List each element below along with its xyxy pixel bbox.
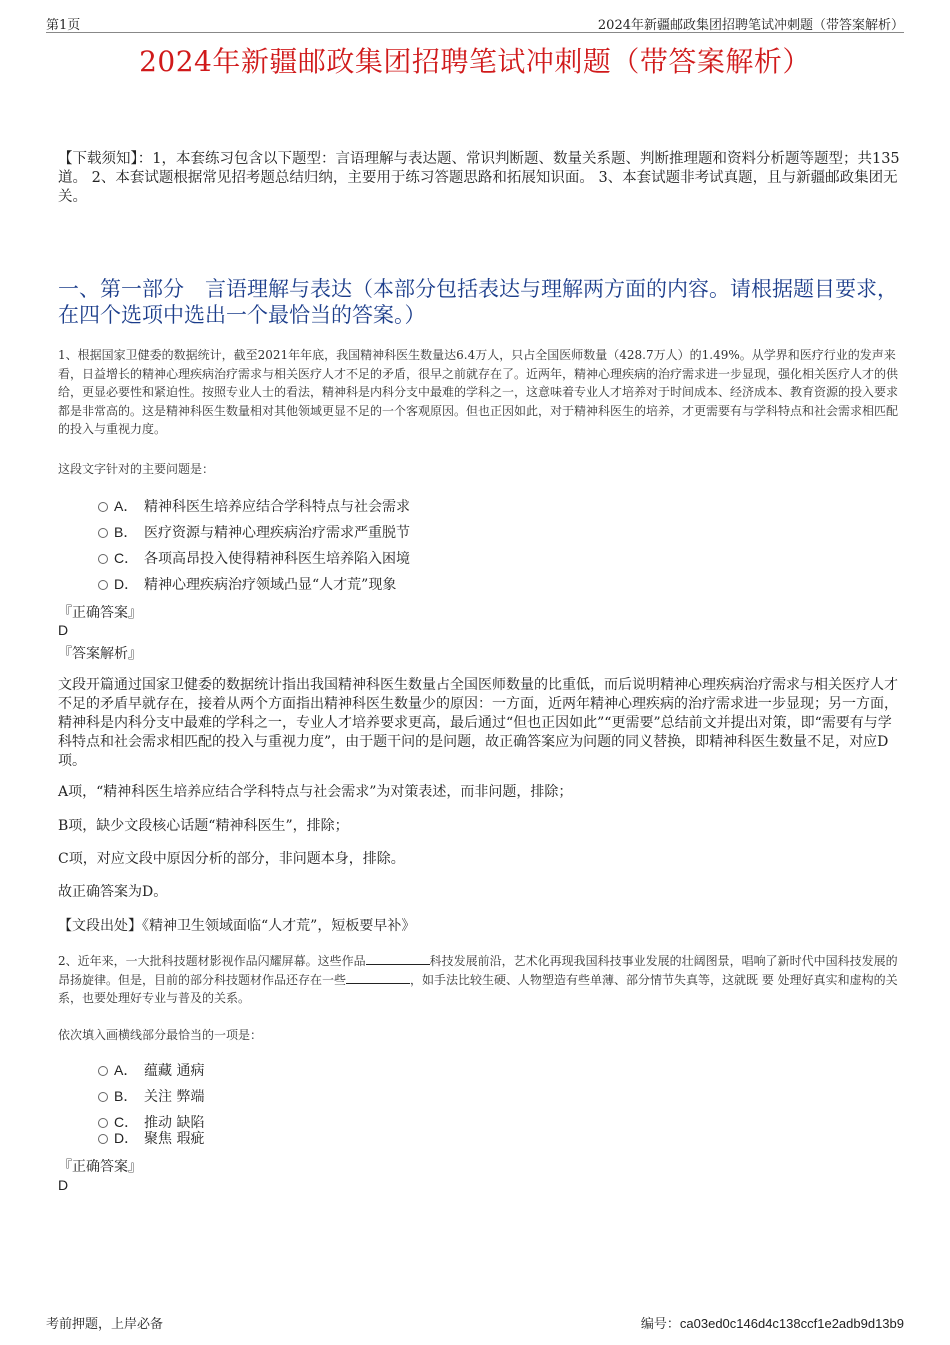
option-text: 关注 弊端 bbox=[144, 1089, 205, 1105]
option-letter: B． bbox=[114, 1088, 138, 1104]
section-heading: 一、第一部分 言语理解与表达（本部分包括表达与理解两方面的内容。请根据题目要求，在四个选项中选出一个最恰当的答案。） bbox=[58, 277, 898, 327]
option-letter: C． bbox=[114, 1114, 139, 1130]
q2-text-part-2: 科技发展前沿，艺术化再现我国科技事业发展的壮阔图景，唱响了新时代中国科技发展的昂扬旋律。但是，目前的部分科技题材作品还存在一些 bbox=[58, 954, 898, 987]
q1-answer-label: 『正确答案』 bbox=[58, 605, 142, 621]
q2-option-b[interactable] bbox=[98, 1086, 204, 1106]
q1-option-b[interactable] bbox=[98, 522, 410, 542]
option-letter: D． bbox=[114, 576, 139, 592]
radio-icon[interactable] bbox=[98, 1092, 108, 1102]
q2-text-part-1: 2、近年来，一大批科技题材影视作品闪耀屏幕。这些作品 bbox=[58, 954, 366, 968]
option-text: 推动 缺陷 bbox=[144, 1115, 205, 1131]
option-letter: B． bbox=[114, 524, 138, 540]
q2-text-part-3: ，如手法比较生硬、人物塑造有些单薄、部分情节失真等，这就既 要 处理好真实和虚构的关系，也要处理好专业与普及的关系。 bbox=[58, 972, 898, 1005]
radio-icon[interactable] bbox=[98, 528, 108, 538]
q1-option-a[interactable] bbox=[98, 496, 410, 516]
code-label: 编号： bbox=[640, 1317, 680, 1332]
radio-icon[interactable] bbox=[98, 554, 108, 564]
radio-icon[interactable] bbox=[98, 1118, 108, 1128]
q1-option-d[interactable] bbox=[98, 574, 396, 594]
q1-analysis-conclusion: 故正确答案为D。 bbox=[58, 884, 168, 900]
q2-option-d[interactable] bbox=[98, 1128, 204, 1148]
option-letter: D． bbox=[114, 1130, 139, 1146]
document-title: 2024年新疆邮政集团招聘笔试冲刺题（带答案解析） bbox=[139, 45, 811, 78]
option-letter: A． bbox=[114, 1062, 138, 1078]
radio-icon[interactable] bbox=[98, 1066, 108, 1076]
option-text: 医疗资源与精神心理疾病治疗需求严重脱节 bbox=[144, 525, 410, 541]
question-1-text: 1、根据国家卫健委的数据统计，截至2021年年底，我国精神科医生数量达6.4万人，只占全国医师数量（428.7万人）的1.49%。从学界和医疗行业的发声来看，日益增长的精神心理疾病治疗需求与相关医疗人才不足的矛盾，很早之前就存在了。近两年，精神心理疾病的治疗需求进一步显现，强化相关医疗人才的供给，更显必要性和紧迫性。按照专业人士的看法，精神科是内科分支中最难的学科之一，这意味着专业人才培养对于时间成本、经济成本、教育资源的投入要求都是非常高的。这是精神科医生数量相对其他领域更显不足的一个客观原因。但也正因如此，对于精神科医生的培养，才更需要有与学科特点和社会需求相匹配的投入与重视力度。 bbox=[58, 348, 899, 436]
q1-analysis-label: 『答案解析』 bbox=[58, 646, 142, 662]
radio-icon[interactable] bbox=[98, 580, 108, 590]
q1-analysis-paragraph: 文段开篇通过国家卫健委的数据统计指出我国精神科医生数量占全国医师数量的比重低，而后说明精神心理疾病治疗需求与相关医疗人才不足的矛盾早就存在，接着从两个方面指出精神科医生数量少的原因：一方面，近两年精神心理疾病的治疗需求进一步显现；另一方面，精神科是内科分支中最难的学科之一，专业人才培养要求更高，最后通过“但也正因如此”“更需要”总结前文并提出对策，即“需要有与学科特点和社会需求相匹配的投入与重视力度”，由于题干问的是问题，故正确答案应为问题的同义替换，即精神科医生数量不足，对应D项。 bbox=[58, 677, 898, 769]
radio-icon[interactable] bbox=[98, 502, 108, 512]
option-text: 蕴藏 通病 bbox=[144, 1063, 205, 1079]
header-doc-title: 2024年新疆邮政集团招聘笔试冲刺题（带答案解析） bbox=[597, 18, 904, 33]
q2-answer: D bbox=[58, 1177, 69, 1193]
page-number: 第1页 bbox=[46, 18, 81, 33]
option-letter: C． bbox=[114, 550, 139, 566]
q1-answer: D bbox=[58, 622, 69, 638]
q1-analysis-a: A项，“精神科医生培养应结合学科特点与社会需求”为对策表述，而非问题，排除； bbox=[58, 784, 573, 800]
q1-option-c[interactable] bbox=[98, 548, 410, 568]
q2-answer-label: 『正确答案』 bbox=[58, 1159, 142, 1175]
option-text: 精神心理疾病治疗领域凸显“人才荒”现象 bbox=[144, 577, 397, 593]
option-text: 各项高昂投入使得精神科医生培养陷入困境 bbox=[144, 551, 410, 567]
q1-analysis-c: C项，对应文段中原因分析的部分，非问题本身，排除。 bbox=[58, 851, 405, 867]
page-header bbox=[46, 14, 904, 33]
code-value: ca03ed0c146d4c138ccf1e2adb9d13b9 bbox=[679, 1316, 904, 1331]
q2-option-a[interactable] bbox=[98, 1060, 204, 1080]
q1-source: 【文段出处】《精神卫生领域面临“人才荒”，短板要早补》 bbox=[58, 918, 416, 934]
blank-line bbox=[366, 953, 430, 965]
question-2-prompt: 依次填入画横线部分最恰当的一项是： bbox=[58, 1028, 263, 1042]
radio-icon[interactable] bbox=[98, 1134, 108, 1144]
footer-slogan: 考前押题，上岸必备 bbox=[46, 1317, 164, 1332]
question-1-prompt: 这段文字针对的主要问题是： bbox=[58, 462, 215, 476]
blank-line bbox=[346, 972, 410, 984]
option-letter: A． bbox=[114, 498, 138, 514]
download-notice: 【下载须知】：1，本套练习包含以下题型：言语理解与表达题、常识判断题、数量关系题、判断推理题和资料分析题等题型；共135道。 2、本套试题根据常见招考题总结归纳，主要用于练习答题思路和拓展知识面。 3、本套试题非考试真题，且与新疆邮政集团无关。 bbox=[58, 151, 900, 205]
question-2-text bbox=[58, 952, 900, 1008]
option-text: 精神科医生培养应结合学科特点与社会需求 bbox=[144, 499, 410, 515]
option-text: 聚焦 瑕疵 bbox=[144, 1131, 205, 1147]
q1-analysis-b: B项，缺少文段核心话题“精神科医生”，排除； bbox=[58, 818, 349, 834]
footer-code bbox=[641, 1313, 904, 1332]
